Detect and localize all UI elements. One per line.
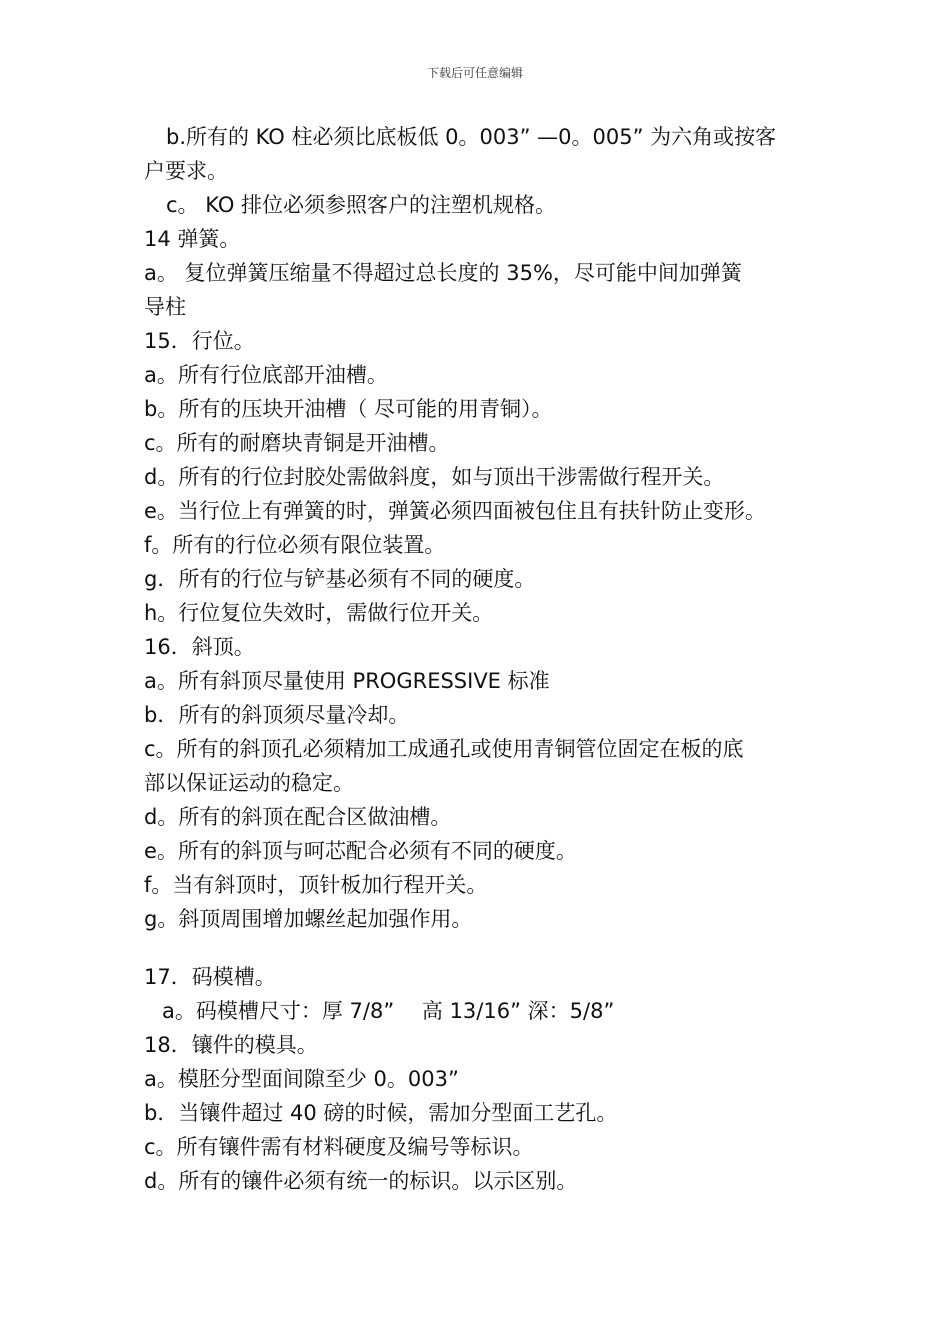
section-heading: 14 弹簧。 [144, 227, 241, 251]
text-line: d。所有的行位封胶处需做斜度，如与顶出干涉需做行程开关。 [144, 465, 725, 489]
text-line: c。所有的斜顶孔必须精加工成通孔或使用青铜管位固定在板的底 [144, 737, 744, 761]
text-line: b.所有的 KO 柱必须比底板低 0。003” —0。005” 为六角或按客 [166, 125, 777, 149]
text-line: d。所有的镶件必须有统一的标识。以示区别。 [144, 1169, 578, 1193]
text-line: d。所有的斜顶在配合区做油槽。 [144, 805, 452, 829]
text-line: b．所有的斜顶须尽量冷却。 [144, 703, 410, 727]
paragraph-spacer [144, 936, 824, 960]
text-line: g。斜顶周围增加螺丝起加强作用。 [144, 907, 473, 931]
text-line: e。当行位上有弹簧的时，弹簧必须四面被包住且有扶针防止变形。 [144, 499, 766, 523]
text-line: h。行位复位失效时，需做行位开关。 [144, 601, 494, 625]
section-heading: 18．镶件的模具。 [144, 1033, 318, 1057]
text-line: 户要求。 [144, 159, 228, 183]
text-line: c。所有的耐磨块青铜是开油槽。 [144, 431, 450, 455]
text-line: g．所有的行位与铲基必须有不同的硬度。 [144, 567, 536, 591]
text-line: c。所有镶件需有材料硬度及编号等标识。 [144, 1135, 534, 1159]
section-heading: 15．行位。 [144, 329, 255, 353]
text-line: a。 复位弹簧压缩量不得超过总长度的 35%，尽可能中间加弹簧 [144, 261, 742, 285]
text-line: a。所有行位底部开油槽。 [144, 363, 388, 387]
text-line: 部以保证运动的稳定。 [144, 771, 354, 795]
page-header-note: 下载后可任意编辑 [426, 66, 523, 80]
document-body [144, 120, 824, 1198]
section-heading: 17．码模槽。 [144, 965, 276, 989]
text-line: c。 KO 排位必须参照客户的注塑机规格。 [166, 193, 557, 217]
text-line: e。所有的斜顶与呵芯配合必须有不同的硬度。 [144, 839, 577, 863]
text-line: a。码模槽尺寸：厚 7/8” 高 13/16” 深：5/8” [162, 999, 615, 1023]
text-line: 导柱 [144, 295, 186, 319]
text-line: a。模胚分型面间隙至少 0。003” [144, 1067, 459, 1091]
text-line: f。所有的行位必须有限位装置。 [144, 533, 446, 557]
text-line: a。所有斜顶尽量使用 PROGRESSIVE 标准 [144, 669, 550, 693]
text-line: b。所有的压块开油槽（ 尽可能的用青铜）。 [144, 397, 553, 421]
section-heading: 16．斜顶。 [144, 635, 255, 659]
text-line: f。当有斜顶时，顶针板加行程开关。 [144, 873, 488, 897]
text-line: b．当镶件超过 40 磅的时候，需加分型面工艺孔。 [144, 1101, 618, 1125]
